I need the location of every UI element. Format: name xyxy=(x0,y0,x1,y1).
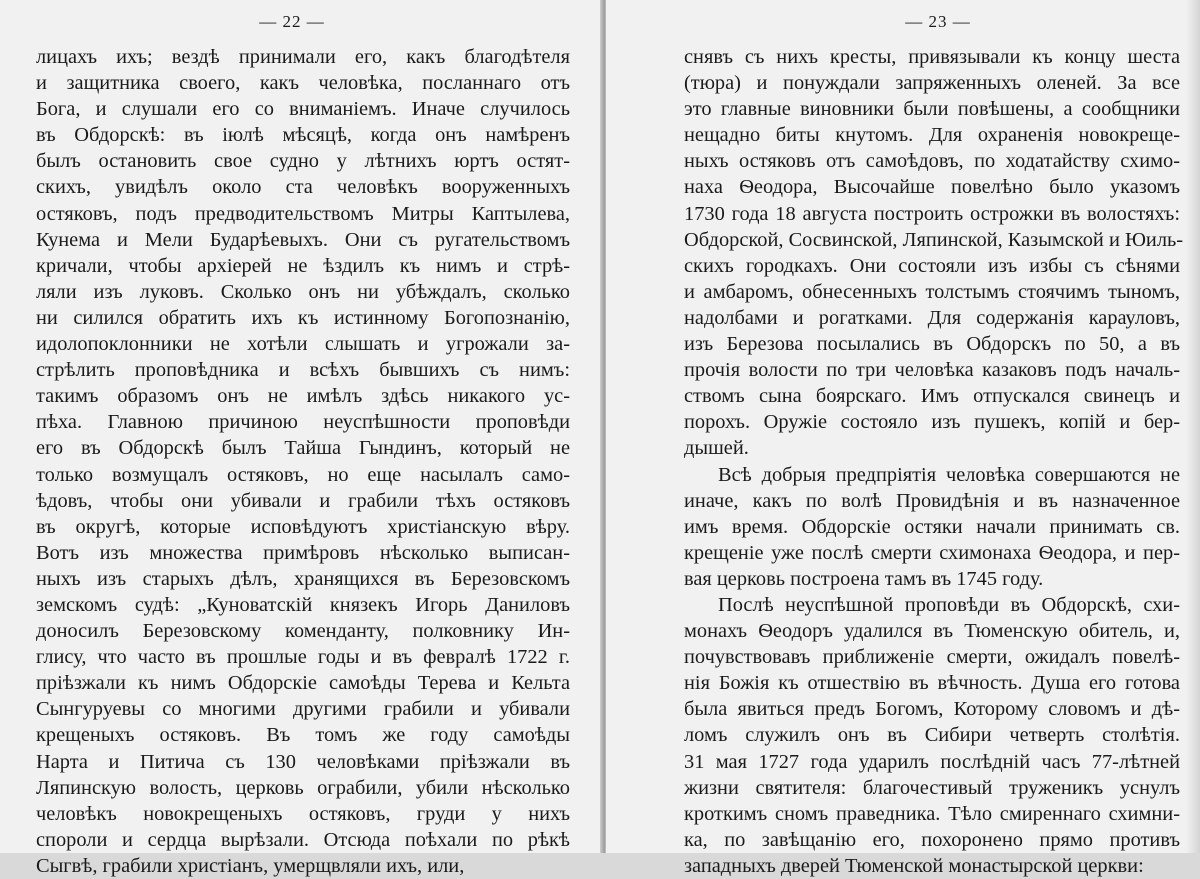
text-line: лицахъ ихъ; вездѣ принимали его, какъ благодѣтеля xyxy=(36,46,570,68)
text-line: это главные виновники были повѣшены, а сообщники xyxy=(684,98,1180,121)
text-line: дышей. xyxy=(684,437,749,460)
text-line: вая церковь построена тамъ въ 1745 году. xyxy=(684,567,1044,590)
text-line: стрѣлить проповѣдника и всѣхъ бывшихъ съ нимъ: xyxy=(36,359,570,382)
text-line: спороли и сердца вырѣзали. Отсюда поѣхали по рѣкѣ xyxy=(36,828,570,851)
text-line: и защитника своего, какъ человѣка, посланнаго отъ xyxy=(36,72,570,95)
text-line: надолбами и рогатками. Для содержанія карауловъ, xyxy=(684,306,1180,329)
text-line: кроткимъ сномъ праведника. Тѣло смиреннаго схимни- xyxy=(684,802,1180,825)
text-line: была явиться предъ Богомъ, Которому словомъ и дѣ- xyxy=(684,698,1180,721)
text-line: Всѣ добрыя предпріятія человѣка совершаются не xyxy=(718,463,1180,486)
right-page xyxy=(606,0,1200,877)
text-line: прочія волости по три человѣка казаковъ подъ началь- xyxy=(684,359,1180,382)
text-line: и амбаромъ, обнесенныхъ толстымъ стоячимъ тыномъ, xyxy=(684,280,1180,303)
text-line: пѣха. Главною причиною неуспѣшности проповѣди xyxy=(36,411,570,434)
text-line: былъ остановить свое судно у лѣтнихъ юртъ остят- xyxy=(36,150,570,173)
text-line: его въ Обдорскѣ былъ Тайша Гындинъ, который не xyxy=(36,437,570,460)
text-line: земскомъ судѣ: „Куноватскій князекъ Игорь Даниловъ xyxy=(36,593,570,616)
text-line: Вотъ изъ множества примѣровъ нѣсколько выписан- xyxy=(36,541,570,564)
text-line: ствомъ сына боярскаго. Имъ отпускался свинецъ и xyxy=(684,385,1180,408)
text-line: ни силился обратить ихъ къ истинному Богопознанію, xyxy=(36,306,570,329)
text-line: кричали, чтобы архіерей не ѣздилъ къ нимъ и стрѣ- xyxy=(36,254,570,277)
text-line: западныхъ дверей Тюменской монастырской церкви: xyxy=(684,854,1144,877)
text-line: нещадно биты кнутомъ. Для охраненія новокреще- xyxy=(684,124,1180,147)
text-line: порохъ. Оружіе состояло изъ пушекъ, копій и бер- xyxy=(684,411,1180,434)
text-line: такимъ образомъ онъ не имѣлъ здѣсь никакого ус- xyxy=(36,385,570,408)
text-line: нія Божія къ отшествію въ вѣчность. Душа его готова xyxy=(684,672,1180,695)
text-line: Послѣ неуспѣшной проповѣди въ Обдорскѣ, схи- xyxy=(718,593,1180,616)
text-line: ломъ служилъ онъ въ Сибири четверть столѣтія. xyxy=(684,724,1180,747)
text-line: глису, что часто въ прошлые годы и въ февралѣ 1722 г. xyxy=(36,646,570,669)
text-line: крещеніе уже послѣ смерти схимонаха Ѳеодора, и пер- xyxy=(684,541,1180,564)
text-line: крещеныхъ остяковъ. Въ томъ же году самоѣды xyxy=(36,724,570,747)
text-line: доносилъ Березовскому коменданту, полковнику Ин- xyxy=(36,620,570,643)
text-line: скихъ городкахъ. Они состояли изъ избы съ сѣнями xyxy=(684,254,1180,277)
text-line: 1730 года 18 августа построить острожки въ волостяхъ: xyxy=(684,202,1180,225)
text-line: пріѣзжали къ нимъ Обдорскіе самоѣды Терева и Кельта xyxy=(36,672,570,695)
text-line: человѣкъ новокрещеныхъ остяковъ, груди у нихъ xyxy=(36,802,570,825)
text-line: въ округѣ, которые исповѣдуютъ христіанскую вѣру. xyxy=(36,515,570,538)
text-line: Сынгуруевы со многими другими грабили и убивали xyxy=(36,698,570,721)
text-line: только возмущалъ остяковъ, но еще насылалъ само- xyxy=(36,463,570,486)
text-line: Сыгвѣ, грабили христіанъ, умерщвляли ихъ, или, xyxy=(36,854,465,877)
text-line: наха Ѳеодора, Высочайше повелѣно было указомъ xyxy=(684,176,1180,199)
text-line: почувствовавъ приближеніе смерти, ожидалъ повелѣ- xyxy=(684,646,1180,669)
text-line: ныхъ изъ старыхъ дѣлъ, хранящихся въ Березовскомъ xyxy=(36,567,570,590)
text-line: Ляпинскую волость, церковь ограбили, убили нѣсколько xyxy=(36,776,570,799)
text-line: монахъ Ѳеодоръ удалился въ Тюменскую обитель, и, xyxy=(684,620,1180,643)
text-line: Обдорской, Сосвинской, Ляпинской, Казымской и Юиль- xyxy=(684,228,1184,251)
text-line: Нарта и Питича съ 130 человѣками пріѣзжали въ xyxy=(36,750,570,773)
text-line: ныхъ остяковъ отъ самоѣдовъ, по ходатайству схимо- xyxy=(684,150,1180,173)
text-line: (тюра) и понуждали запряженныхъ оленей. За все xyxy=(684,72,1180,95)
left-page-text xyxy=(36,44,570,879)
text-line: Бога, и слушали его со вниманіемъ. Иначе случилось xyxy=(36,98,570,121)
text-line: ляли изъ луковъ. Сколько онъ ни убѣждалъ, сколько xyxy=(36,280,570,303)
text-line: жизни святителя: благочестивый труженикъ уснулъ xyxy=(684,776,1180,799)
right-page-text xyxy=(684,44,1184,879)
text-line: имъ время. Обдорскіе остяки начали принимать св. xyxy=(684,515,1180,538)
text-line: иначе, какъ по волѣ Провидѣнія и въ назначенное xyxy=(684,489,1180,512)
text-line: идолопоклонники не хотѣли слышать и угрожали за- xyxy=(36,333,570,356)
text-line: въ Обдорскѣ: въ іюлѣ мѣсяцѣ, когда онъ намѣренъ xyxy=(36,124,570,147)
text-line: изъ Березова посылались въ Обдорскъ по 50, а въ xyxy=(684,333,1180,356)
text-line: скихъ, увидѣлъ около ста человѣкъ вооруженныхъ xyxy=(36,176,570,199)
left-page-number: — 22 — xyxy=(259,12,325,31)
text-line: остяковъ, подъ предводительствомъ Митры Каптылева, xyxy=(36,202,570,225)
right-page-number: — 23 — xyxy=(905,12,971,31)
page-edge-shadow xyxy=(1186,0,1200,853)
text-line: 31 мая 1727 года ударилъ послѣдній часъ 77-лѣтней xyxy=(684,750,1180,773)
text-line: Кунема и Мели Бударѣевыхъ. Они съ ругательствомъ xyxy=(36,228,570,251)
text-line: ка, по завѣщанію его, похоронено прямо противъ xyxy=(684,828,1180,851)
text-line: снявъ съ нихъ кресты, привязывали къ концу шеста xyxy=(684,46,1180,68)
text-line: ѣдовъ, чтобы они убивали и грабили тѣхъ остяковъ xyxy=(36,489,570,512)
